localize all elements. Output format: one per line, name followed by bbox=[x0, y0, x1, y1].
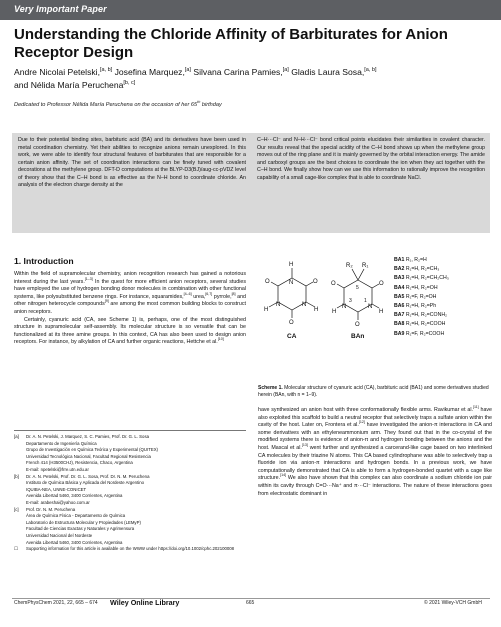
ca-label: CA bbox=[287, 333, 297, 340]
affiliation-text: Avenida Libertad 5460, 3400 Corrientes, Argentina bbox=[26, 493, 123, 499]
atom-o: O bbox=[331, 281, 336, 287]
derivative-item bbox=[394, 284, 494, 293]
atom-h: H bbox=[314, 307, 319, 313]
derivative-substituents: R₁, R₂=H bbox=[405, 257, 427, 263]
derivative-id: BA9 bbox=[394, 330, 405, 337]
derivative-item bbox=[394, 256, 494, 265]
caption-label: Scheme 1. bbox=[258, 385, 283, 391]
affiliation-text: Laboratorio de Estructura Molecular y Propiedades (LEMyP) bbox=[26, 519, 141, 525]
position-3: 3 bbox=[349, 298, 352, 304]
atom-n: N bbox=[368, 304, 373, 310]
affiliation-key bbox=[14, 500, 26, 506]
affiliation-line bbox=[14, 493, 246, 499]
abstract-box bbox=[12, 133, 490, 233]
derivative-id: BA6 bbox=[394, 303, 405, 310]
derivative-item bbox=[394, 274, 494, 283]
atom-r1: R₁ bbox=[362, 263, 369, 269]
atom-n: N bbox=[289, 280, 294, 286]
affiliation-key bbox=[14, 487, 26, 493]
derivative-list bbox=[394, 256, 494, 339]
affiliation-text: Prof. Dr. N. M. Peruchena bbox=[26, 506, 76, 512]
affiliation-key: ☐ bbox=[14, 546, 18, 552]
affiliation-key bbox=[14, 441, 26, 447]
atom-o: O bbox=[289, 320, 294, 326]
author-name: Silvana Carina Pamies, bbox=[193, 67, 283, 77]
derivative-id: BA5 bbox=[394, 293, 405, 300]
affiliation-text: Grupo de Investigación en Química Teórica y Experimental (QUITEX) bbox=[26, 447, 158, 453]
affiliation-line bbox=[14, 480, 246, 486]
affiliation-line bbox=[14, 460, 246, 466]
scheme-caption bbox=[258, 385, 492, 399]
derivative-substituents: R₁=F, R₂=OH bbox=[405, 293, 437, 300]
copyright: © 2021 Wiley-VCH GmbH bbox=[424, 600, 482, 606]
position-1: 1 bbox=[364, 298, 367, 304]
journal-citation: ChemPhysChem 2021, 22, 665 – 674 bbox=[14, 600, 98, 606]
atom-n: N bbox=[276, 302, 281, 308]
derivative-id: BA7 bbox=[394, 312, 405, 319]
dedication-sup: th bbox=[197, 100, 201, 105]
intro-right-paragraph: have synthesized an anion host with three conformationally flexible arms. Ravikumar et al.[11] have also exploited this scaffold to build a neutral receptor that selectively traps a sulfate anion within the cavity of the host. Later on, Frontera et al.[12] have investigated the anion-π interactions in CA and some derivatives with an ethyleneammonium arm. They found out that in the co-crystal of the modified systems there is evidence of anion-π and hydrogen bonding between the anions and the host. Mascal et al.[13] went further and synthesized a carcerand-like cage based on two interlinked CA molecules by their triazine N atoms. This CA based cylindrophane was able to selectively trap a fluoride ion via anion-π interactions and hydrogen bonds. In a previous work, we have computationally demonstrated that CA is able to form a hydrogen-bonded quartet with a cage like structure.[14] We also have shown that this complex can also coordinate a sodium chloride ion pair within its cavity through C=O···Na⁺ and π···Cl⁻ interactions. The nature of these interactions goes from electrostatic dominant in bbox=[258, 405, 492, 497]
affiliation-key bbox=[14, 540, 26, 546]
affiliation-text: Universidad Nacional del Nordeste bbox=[26, 532, 93, 538]
affiliation-text: Dr. A. N. Petelski, J. Marquez, S. C. Pamies, Prof. Dr. G. L. Sosa bbox=[26, 434, 149, 439]
atom-o: O bbox=[379, 281, 384, 287]
derivative-id: BA3 bbox=[394, 275, 405, 282]
affiliation-text: French 414 (H3500CHJ), Resistencia, Chaco, Argentina bbox=[26, 460, 133, 466]
derivative-id: BA2 bbox=[394, 266, 405, 273]
affiliation-key: [b] bbox=[14, 473, 19, 479]
derivative-substituents: R₁=H, R₂=CH₃ bbox=[405, 266, 440, 273]
derivative-item bbox=[394, 311, 494, 320]
affiliation-line bbox=[14, 500, 246, 506]
affiliation-line bbox=[14, 474, 246, 480]
affiliation-line bbox=[14, 526, 246, 532]
atom-h: H bbox=[379, 309, 384, 315]
article-title: Understanding the Chloride Affinity of Barbiturates for Anion Receptor Design bbox=[14, 26, 448, 61]
atom-o: O bbox=[355, 322, 360, 328]
section-heading: 1. Introduction bbox=[14, 256, 74, 266]
affiliation-key bbox=[14, 513, 26, 519]
abstract-right-column bbox=[257, 137, 485, 182]
atom-o: O bbox=[265, 279, 270, 285]
derivative-id: BA1 bbox=[394, 257, 405, 263]
page-number: 665 bbox=[246, 600, 255, 606]
derivative-item bbox=[394, 302, 494, 311]
affiliation-line bbox=[14, 454, 246, 460]
derivative-substituents: R₁=H, R₂=Ph bbox=[405, 303, 437, 310]
affiliation-key bbox=[14, 447, 26, 453]
affiliation-key bbox=[14, 526, 26, 532]
affiliation-text: E-mail: arabeshai@yahoo.com.ar bbox=[26, 499, 90, 505]
derivative-id: BA4 bbox=[394, 284, 405, 291]
affiliation-line bbox=[14, 507, 246, 513]
affiliation-line bbox=[14, 487, 246, 493]
author-affiliation-mark: [a, b] bbox=[364, 67, 377, 74]
derivative-item bbox=[394, 293, 494, 302]
affiliation-key: [a] bbox=[14, 434, 19, 439]
atom-o: O bbox=[313, 279, 318, 285]
affiliation-key bbox=[14, 460, 26, 466]
caption-text: Molecular structure of cyanuric acid (CA), barbituric acid (BA1) and some derivatives studied herein (BAn, with n = 1–9). bbox=[258, 385, 489, 398]
footnote-divider bbox=[14, 430, 246, 431]
derivative-item bbox=[394, 320, 494, 329]
dedication-text: Dedicated to Professor Nélida María Peruchena on the occasion of her 65 bbox=[14, 102, 198, 108]
affiliation-text: Área de Química Física - Departamento de Química bbox=[26, 513, 126, 519]
affiliation-line bbox=[14, 447, 246, 453]
header-band bbox=[0, 0, 501, 20]
derivative-substituents: R₁=F, R₂=COOH bbox=[405, 330, 445, 337]
derivative-item bbox=[394, 265, 494, 274]
affiliation-text: Supporting information for this article is available on the WWW under https://doi.org/10.1002/cphc.202100008 bbox=[26, 546, 235, 552]
affiliation-text: Avenida Libertad 5460, 3400 Corrientes, Argentina bbox=[26, 539, 123, 545]
dedication-tail: birthday bbox=[200, 102, 222, 108]
derivative-substituents: R₁=H, R₂=CONH₂ bbox=[405, 312, 448, 319]
author-name: and Nélida María Peruchena bbox=[14, 80, 124, 90]
abstract-left-column bbox=[18, 137, 246, 190]
affiliation-text: E-mail: npetelski@frre.utn.edu.ar bbox=[26, 466, 89, 472]
affiliation-text: Universidad Tecnológica Nacional, Facultad Regional Resistencia bbox=[26, 453, 151, 459]
author-affiliation-mark: [a, b] bbox=[99, 67, 113, 74]
affiliation-text: Departamento de Ingeniería Química bbox=[26, 440, 97, 446]
atom-h: H bbox=[332, 309, 337, 315]
affiliation-key bbox=[14, 533, 26, 539]
atom-h: H bbox=[264, 307, 269, 313]
derivative-substituents: R₁=H, R₂=COOH bbox=[405, 321, 446, 328]
ban-label: BAn bbox=[351, 333, 365, 340]
affiliation-line bbox=[14, 546, 246, 552]
affiliation-line bbox=[14, 467, 246, 473]
derivative-substituents: R₁=H, R₂=OH bbox=[405, 284, 438, 291]
affiliation-line bbox=[14, 520, 246, 526]
affiliation-line bbox=[14, 441, 246, 447]
footer-divider bbox=[12, 598, 490, 599]
position-5: 5 bbox=[356, 285, 359, 291]
barbituric-acid-structure bbox=[337, 269, 379, 320]
author-list bbox=[14, 66, 494, 92]
derivative-substituents: R₁=H, R₂=CH₂CH₃ bbox=[405, 275, 449, 282]
atom-n: N bbox=[302, 302, 307, 308]
intro-paragraph-2: Certainly, cyanuric acid (CA, see Scheme 1) is, perhaps, one of the most distinguished structure in supramolecular self-assembly. Its molecular structure is so versatile that can be functionalized at its three amine groups. In this context, CA has also been used to design anion receptors. For instance, by alkylation of CA and further organic reactions, Hettche et al.[10] bbox=[14, 316, 246, 346]
affiliations bbox=[14, 434, 246, 553]
dedication bbox=[14, 102, 494, 108]
affiliation-key bbox=[14, 493, 26, 499]
intro-right-column bbox=[258, 407, 492, 498]
intro-left-column bbox=[14, 271, 246, 347]
author-affiliation-mark: [a] bbox=[282, 67, 289, 74]
affiliation-text: IQUIBA-NEA, UNNE-CONICET bbox=[26, 486, 87, 492]
affiliation-key bbox=[14, 467, 26, 473]
article-type-label: Very Important Paper bbox=[14, 4, 107, 14]
affiliation-line bbox=[14, 533, 246, 539]
affiliation-key: [c] bbox=[14, 506, 19, 512]
atom-n: N bbox=[342, 304, 347, 310]
affiliation-text: Facultad de Ciencias Exactas y Naturales y Agrimensura bbox=[26, 526, 135, 532]
affiliation-key bbox=[14, 520, 26, 526]
affiliation-line bbox=[14, 434, 246, 440]
publisher-link[interactable]: Wiley Online Library bbox=[110, 598, 180, 607]
affiliation-line bbox=[14, 513, 246, 519]
cyanuric-acid-structure bbox=[269, 268, 315, 318]
derivative-item bbox=[394, 330, 494, 339]
abstract-right-text: C–H···Cl⁻ and N–H···Cl⁻ bond critical points elucidates their similarities in covalent character. Our results reveal that the special acidity of the C–H bond shows up when the methylene group moves out of the ring plane and it is mainly governed by the orbital interaction energy. The amide and carboxyl groups are the best choices to coordinate the ion when they act together with the C–H bond. We finally show how can we use this information to rationally improve the recognition capability of a small cage-like complex that is able to coordinate NaCl. bbox=[257, 137, 485, 181]
affiliation-key bbox=[14, 480, 26, 486]
affiliation-line bbox=[14, 540, 246, 546]
author-affiliation-mark: [a] bbox=[184, 67, 191, 74]
author-name: Andre Nicolai Petelski, bbox=[14, 67, 100, 77]
affiliation-key bbox=[14, 454, 26, 460]
derivative-id: BA8 bbox=[394, 321, 405, 328]
atom-r2: R₂ bbox=[346, 263, 353, 269]
intro-paragraph-1: Within the field of supramolecular chemistry, anion recognition research has gained a notorious interest during the last years.[1–3] In the quest for more efficient anion receptors, several studies have employed the use of hydrogen bonding donor molecules in combination with other functional systems, like polysubstituted benzene rings. For instance, squaramides,[4–6] urea,[6,7] pyrrole,[8] and other nitrogen heterocycle compounds[9] are among the most common building blocks to construct anion receptors. bbox=[14, 271, 247, 315]
affiliation-text: Instituto de Química Básica y Aplicada del Nordeste Argentino bbox=[26, 480, 144, 486]
atom-h: H bbox=[289, 262, 294, 268]
author-affiliation-mark: [b, c] bbox=[123, 80, 136, 87]
author-name: Gladis Laura Sosa, bbox=[291, 67, 365, 77]
affiliation-text: Dr. A. N. Petelski, Prof. Dr. G. L. Sosa, Prof. Dr. N. M. Peruchena bbox=[26, 473, 150, 479]
abstract-left-text: Due to their potential binding sites, barbituric acid (BA) and its derivatives have been used in metal coordination chemistry. Yet their abilities to recognize anions remain unexplored. In this work, we were able to identify four structural features of barbiturates that are responsible for a certain anion affinity. The set of coordination interactions can be finely tuned with covalent decorations at the methylene group. DFT-D computations at the BLYP-D3(BJ)/aug-cc-pVDZ level of theory show that the C–H bond is as effective as the N–H bond to coordinate chloride. An analysis of the electron charge density at the bbox=[18, 137, 246, 188]
author-name: Josefina Marquez, bbox=[114, 67, 185, 77]
